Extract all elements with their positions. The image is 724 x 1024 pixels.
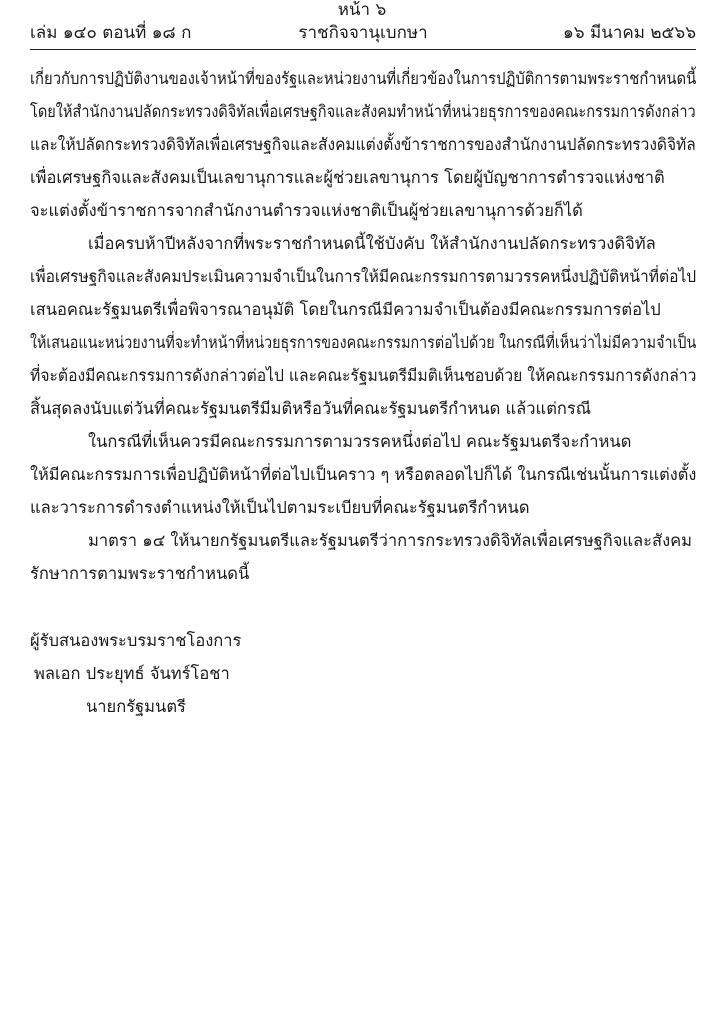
page-number: หน้า ๖ [337,0,387,20]
text-line: สิ้นสุดลงนับแต่วันที่คณะรัฐมนตรีมีมติหรือวันที่คณะรัฐมนตรีกำหนด แล้วแต่กรณี [30,399,592,418]
text-line: เกี่ยวกับการปฏิบัติงานของเจ้าหน้าที่ของรัฐและหน่วยงานที่เกี่ยวข้องในการปฏิบัติการตามพระราชกำหนดนี้ [30,69,696,88]
text-line: เสนอคณะรัฐมนตรีเพื่อพิจารณาอนุมัติ โดยในกรณีมีความจำเป็นต้องมีคณะกรรมการต่อไป [30,300,661,319]
text-line: รักษาการตามพระราชกำหนดนี้ [30,564,250,583]
text-line: และวาระการดำรงตำแหน่งให้เป็นไปตามระเบียบที่คณะรัฐมนตรีกำหนด [30,498,530,517]
text-line: มาตรา ๑๔ ให้นายกรัฐมนตรีและรัฐมนตรีว่าการกระทรวงดิจิทัลเพื่อเศรษฐกิจและสังคม [88,531,693,550]
volume-issue: เล่ม ๑๔๐ ตอนที่ ๑๘ ก [30,23,192,43]
signature-block [30,624,530,723]
header-divider [30,49,696,50]
document-body [30,62,696,590]
text-line: จะแต่งตั้งข้าราชการจากสำนักงานตำรวจแห่งชาติเป็นผู้ช่วยเลขานุการด้วยก็ได้ [30,201,583,220]
text-line: ให้เสนอแนะหน่วยงานที่จะทำหน้าที่หน่วยธุรการของคณะกรรมการต่อไปด้วย ในกรณีที่เห็นว่าไม่มีความจำเป็น [30,333,696,352]
text-line: เมื่อครบห้าปีหลังจากที่พระราชกำหนดนี้ใช้บังคับ ให้สำนักงานปลัดกระทรวงดิจิทัล [88,234,656,253]
publication-name: ราชกิจจานุเบกษา [298,23,428,43]
gazette-header [30,18,696,48]
text-line: ให้มีคณะกรรมการเพื่อปฏิบัติหน้าที่ต่อไปเป็นคราว ๆ หรือตลอดไปก็ได้ ในกรณีเช่นนั้นการแต่งตั้ง [30,465,696,484]
paragraph-evaluation [30,227,696,425]
signatory-name: พลเอก ประยุทธ์ จันทร์โอชา [34,664,230,683]
text-line: ในกรณีที่เห็นควรมีคณะกรรมการตามวรรคหนึ่งต่อไป คณะรัฐมนตรีจะกำหนด [88,432,632,451]
publication-date: ๑๖ มีนาคม ๒๕๖๖ [563,23,696,43]
paragraph-continuation-committee [30,425,696,524]
text-line: เพื่อเศรษฐกิจและสังคมเป็นเลขานุการและผู้ช่วยเลขานุการ โดยผู้บัญชาการตำรวจแห่งชาติ [30,168,665,187]
text-line: เพื่อเศรษฐกิจและสังคมประเมินความจำเป็นในการให้มีคณะกรรมการตามวรรคหนึ่งปฏิบัติหน้าที่ต่อไป [30,267,696,286]
paragraph-continuation [30,62,696,227]
text-line: ที่จะต้องมีคณะกรรมการดังกล่าวต่อไป และคณะรัฐมนตรีมีมติเห็นชอบด้วย ให้คณะกรรมการดังกล่าว [30,366,696,385]
text-line: และให้ปลัดกระทรวงดิจิทัลเพื่อเศรษฐกิจและสังคมแต่งตั้งข้าราชการของสำนักงานปลัดกระทรวงดิจิทัล [30,135,696,154]
text-line: โดยให้สำนักงานปลัดกระทรวงดิจิทัลเพื่อเศรษฐกิจและสังคมทำหน้าที่หน่วยธุรการของคณะกรรมการดังกล่าว [30,102,696,121]
countersign-label: ผู้รับสนองพระบรมราชโองการ [30,631,242,650]
section-14 [30,524,696,590]
signatory-position: นายกรัฐมนตรี [86,697,186,716]
